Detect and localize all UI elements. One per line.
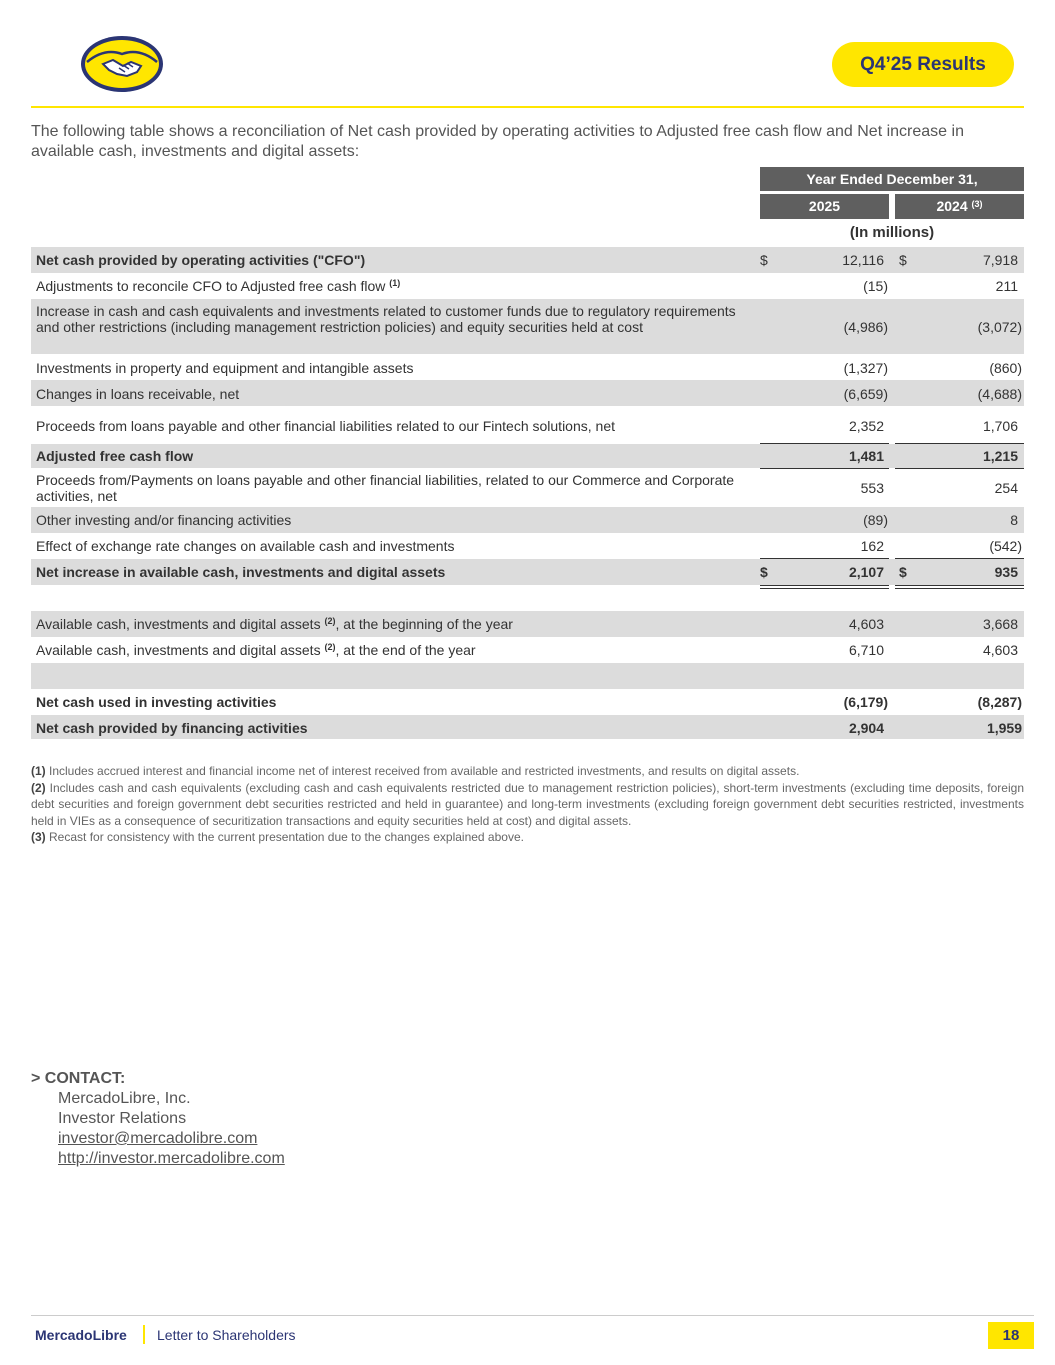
contact-heading: > CONTACT: [31, 1070, 126, 1087]
value-2024: 4,603 [982, 642, 1018, 658]
footnote-marker: (1) [389, 278, 401, 288]
row-label: Net cash used in investing activities [36, 694, 277, 710]
value-2025: 2,352 [848, 418, 884, 434]
value-2025: (1,327) [843, 360, 888, 376]
value-2024: 254 [994, 480, 1018, 496]
units-label: (In millions) [849, 224, 935, 241]
footer-brand: MercadoLibre [35, 1327, 127, 1343]
value-2024: 8 [1010, 512, 1018, 528]
row-label: Effect of exchange rate changes on available cash and investments [36, 538, 455, 554]
footnote-text: Recast for consistency with the current presentation due to the changes explained above. [45, 830, 524, 844]
value-2025: (15) [863, 278, 888, 294]
footer-divider [31, 1315, 1034, 1316]
footnote [31, 780, 1024, 830]
row-label: Net increase in available cash, investments and digital assets [36, 564, 446, 580]
column-header-2024-label: 2024 [936, 198, 968, 214]
footnote-marker: (2) [324, 642, 336, 652]
table-row [31, 444, 1024, 468]
table-row [31, 273, 1024, 299]
table-row [31, 559, 1024, 585]
value-2024: (542) [989, 538, 1022, 554]
table-row [31, 354, 1024, 380]
value-2025: 162 [860, 538, 884, 554]
table-row [31, 507, 1024, 533]
footnote [31, 763, 1024, 780]
page-number: 18 [988, 1322, 1034, 1349]
contact-department: Investor Relations [58, 1110, 187, 1127]
row-label: Investments in property and equipment and intangible assets [36, 360, 414, 376]
value-2025: 1,481 [848, 448, 884, 464]
row-label: Changes in loans receivable, net [36, 386, 240, 402]
column-header-2025: 2025 [760, 194, 889, 219]
value-2024: (4,688) [977, 386, 1022, 402]
row-label [36, 278, 756, 294]
value-2025: 2,107 [848, 564, 884, 580]
row-label-suffix: , at the end of the year [335, 642, 476, 658]
row-label: Proceeds from loans payable and other financial liabilities related to our Fintech solutions, net [36, 418, 615, 434]
value-2024: 1,215 [982, 448, 1018, 464]
table-row [31, 611, 1024, 637]
results-badge: Q4’25 Results [832, 42, 1014, 87]
row-label: Proceeds from/Payments on loans payable and other financial liabilities, related to our Commerce and Corporate activities, net [36, 472, 735, 504]
value-2024: 1,706 [982, 418, 1018, 434]
value-2024: (3,072) [977, 319, 1022, 335]
value-2025: 553 [860, 480, 884, 496]
double-total-rule [760, 585, 889, 586]
value-2024: (860) [989, 360, 1022, 376]
value-2024: 3,668 [982, 616, 1018, 632]
value-2025: 12,116 [842, 252, 884, 268]
footer-separator [143, 1325, 145, 1344]
header-divider [31, 106, 1024, 108]
value-2024: (8,287) [977, 694, 1022, 710]
row-label: Adjusted free cash flow [36, 448, 194, 464]
table-row [31, 533, 1024, 559]
footnote [31, 829, 1024, 846]
double-total-rule [895, 588, 1024, 589]
footnote-marker: (3) [31, 830, 46, 844]
column-header-2024-note: (3) [971, 199, 983, 209]
value-2025: 4,603 [848, 616, 884, 632]
value-2025: (4,986) [843, 319, 888, 335]
table-row [31, 469, 1024, 507]
table-row [31, 380, 1024, 406]
intro-paragraph: The following table shows a reconciliation of Net cash provided by operating activities to Adjusted free cash flow and Net increase in available cash, investments and digital assets: [31, 123, 964, 160]
contact-website-link[interactable]: http://investor.mercadolibre.com [58, 1150, 285, 1167]
period-header: Year Ended December 31, [760, 167, 1024, 191]
column-header-2024 [895, 194, 1024, 219]
table-row [31, 689, 1024, 715]
footnote-marker: (2) [324, 616, 336, 626]
value-2025: (6,659) [843, 386, 888, 402]
table-row [31, 637, 1024, 663]
row-label: Net cash provided by operating activities ("CFO") [36, 252, 366, 268]
footnotes [31, 763, 1024, 846]
row-label-text: Available cash, investments and digital assets [36, 616, 321, 632]
dollar-sign: $ [760, 564, 768, 580]
dollar-sign: $ [899, 564, 907, 580]
row-label [36, 642, 756, 658]
contact-email-link[interactable]: investor@mercadolibre.com [58, 1130, 258, 1147]
value-2025: 2,904 [848, 720, 884, 736]
footnote-text: Includes cash and cash equivalents (excluding cash and cash equivalents restricted due to management restriction policies), short-term investments (excluding time deposits, foreign debt securities and foreign government debt securities restricted and held in guarantee) and long-term investments (excluding foreign government debt securities restricted, investments held in VIEs as a consequence of securitization transactions and equity securities held at cost) and digital assets. [31, 780, 1024, 828]
contact-block [31, 1069, 285, 1169]
blank-row [31, 663, 1024, 689]
value-2025: (6,179) [843, 694, 888, 710]
value-2025: 6,710 [848, 642, 884, 658]
value-2024: 7,918 [982, 252, 1018, 268]
footnote-text: Includes accrued interest and financial income net of interest received from available and restricted investments, and results on digital assets. [45, 764, 800, 778]
value-2024: 1,959 [986, 720, 1022, 736]
contact-company: MercadoLibre, Inc. [58, 1090, 191, 1107]
table-row [31, 247, 1024, 273]
row-label [36, 616, 756, 632]
footnote-marker: (1) [31, 764, 46, 778]
double-total-rule [760, 588, 889, 589]
footer-title: Letter to Shareholders [157, 1327, 296, 1343]
mercadolibre-handshake-icon [79, 34, 165, 94]
row-label: Other investing and/or financing activities [36, 512, 292, 528]
double-total-rule [895, 585, 1024, 586]
table-row [31, 299, 1024, 354]
value-2024: 935 [994, 564, 1018, 580]
dollar-sign: $ [760, 252, 768, 268]
table-row [31, 406, 1024, 444]
row-label: Net cash provided by financing activities [36, 720, 308, 736]
row-label-text: Available cash, investments and digital assets [36, 642, 321, 658]
row-label-text: Adjustments to reconcile CFO to Adjusted free cash flow [36, 278, 386, 294]
dollar-sign: $ [899, 252, 907, 268]
value-2025: (89) [863, 512, 888, 528]
value-2024: 211 [995, 278, 1018, 294]
row-label: Increase in cash and cash equivalents and investments related to customer funds due to regulatory requirements and other restrictions (including management restriction policies) and equity securities held at cost [36, 303, 736, 335]
table-row [31, 715, 1024, 739]
footnote-marker: (2) [31, 780, 46, 795]
row-label-suffix: , at the beginning of the year [335, 616, 513, 632]
